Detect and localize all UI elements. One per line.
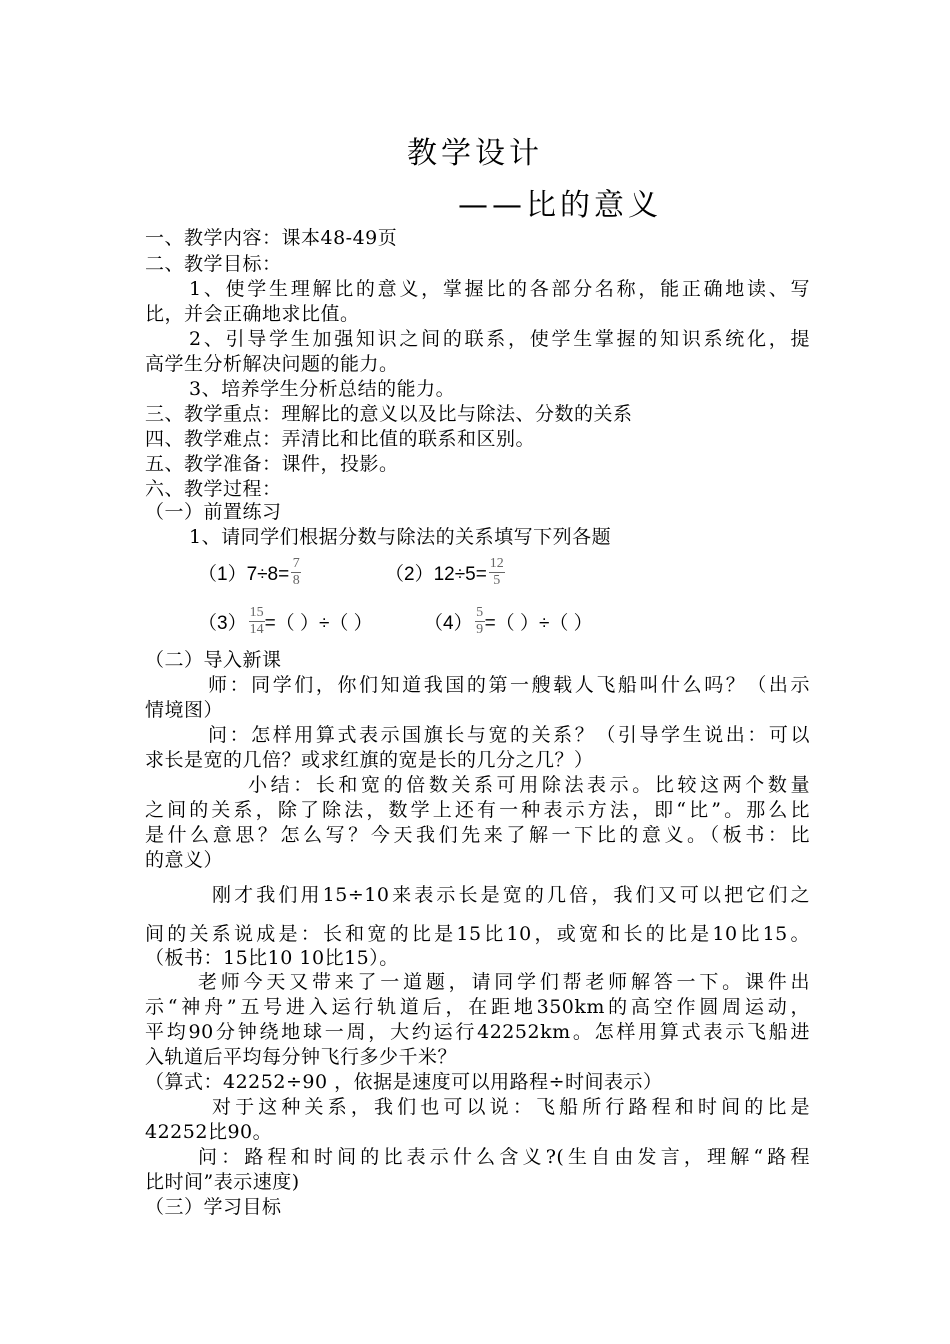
formula-note: （算式：42252÷90 ，依据是速度可以用路程÷时间表示）	[145, 1071, 663, 1093]
fraction-numerator: 15	[249, 604, 264, 620]
relation-line-2: 42252比90。	[145, 1121, 273, 1143]
question-line-1: 问：怎样用算式表示国旗长与宽的关系？（引导学生说出：可以	[208, 724, 810, 746]
objective-2-line-2: 高学生分析解决问题的能力。	[145, 353, 399, 375]
fraction-denominator: 5	[493, 572, 501, 588]
document-title: 教学设计	[407, 136, 543, 171]
subsection-pre-practice: （一）前置练习	[145, 501, 282, 523]
exercise-2-fraction	[489, 556, 505, 589]
summary-line-4: 的意义）	[145, 849, 224, 871]
fraction-denominator: 8	[292, 572, 300, 588]
meaning-question-line-1: 问：路程和时间的比表示什么含义?(生自由发言，理解“路程	[198, 1146, 810, 1168]
summary-line-1: 小结：长和宽的倍数关系可用除法表示。比较这两个数量	[248, 774, 810, 796]
exercise-2	[385, 552, 505, 592]
exercise-3-fraction	[249, 605, 265, 638]
fraction-numerator: 7	[292, 555, 300, 571]
section-preparation: 五、教学准备：课件，投影。	[145, 453, 399, 475]
section-objectives: 二、教学目标：	[145, 253, 282, 275]
relation-line-1: 对于这种关系，我们也可以说：飞船所行路程和时间的比是	[212, 1096, 810, 1118]
ratio-intro-line-1: 刚才我们用15÷10来表示长是宽的几倍，我们又可以把它们之	[212, 884, 810, 906]
practice-instruction: 1、请同学们根据分数与除法的关系填写下列各题	[189, 526, 612, 548]
objective-1-line-2: 比，并会正确地求比值。	[145, 303, 360, 325]
subsection-learning-goals: （三）学习目标	[145, 1196, 282, 1218]
exercise-1-text: （1）7÷8=	[198, 563, 290, 585]
fraction-denominator: 9	[476, 621, 484, 637]
exercise-4-text: （4）	[424, 612, 473, 634]
exercise-3-text: （3）	[198, 612, 247, 634]
section-difficulties: 四、教学难点：弄清比和比值的联系和区别。	[145, 428, 536, 450]
ratio-intro-line-2: 间的关系说成是：长和宽的比是15比10，或宽和长的比是10比15。	[145, 923, 810, 945]
section-process: 六、教学过程：	[145, 478, 282, 500]
teacher-question-line-2: 情境图）	[145, 699, 224, 721]
problem-line-1: 老师今天又带来了一道题，请同学们帮老师解答一下。课件出	[198, 971, 810, 993]
document-subtitle: ——比的意义	[458, 188, 662, 223]
teacher-question-line-1: 师：同学们，你们知道我国的第一艘载人飞船叫什么吗？（出示	[208, 674, 810, 696]
subsection-intro: （二）导入新课	[145, 649, 282, 671]
summary-line-3: 是什么意思？怎么写？今天我们先来了解一下比的意义。（板书：比	[145, 824, 810, 846]
fraction-numerator: 12	[489, 555, 504, 571]
exercise-4	[424, 600, 593, 642]
objective-3: 3、培养学生分析总结的能力。	[189, 378, 456, 400]
meaning-question-line-2: 比时间”表示速度)	[145, 1171, 300, 1193]
objective-1-line-1: 1、使学生理解比的意义，掌握比的各部分名称，能正确地读、写	[189, 278, 810, 300]
problem-line-2: 示“神舟”五号进入运行轨道后，在距地350km的高空作圆周运动，	[145, 996, 810, 1018]
board-note: （板书：15比10 10比15）。	[145, 947, 399, 969]
fraction-denominator: 14	[249, 621, 264, 637]
section-content: 一、教学内容：课本48-49页	[145, 227, 398, 249]
exercise-2-text: （2）12÷5=	[385, 563, 487, 585]
objective-2-line-1: 2、引导学生加强知识之间的联系，使学生掌握的知识系统化，提	[189, 328, 810, 350]
question-line-2: 求长是宽的几倍？或求红旗的宽是长的几分之几？）	[145, 749, 594, 771]
fraction-numerator: 5	[476, 604, 484, 620]
problem-line-3: 平均90分钟绕地球一周，大约运行42252km。怎样用算式表示飞船进	[145, 1021, 810, 1043]
problem-line-4: 入轨道后平均每分钟飞行多少千米？	[145, 1046, 458, 1068]
section-key-points: 三、教学重点：理解比的意义以及比与除法、分数的关系	[145, 403, 633, 425]
summary-line-2: 之间的关系，除了除法，数学上还有一种表示方法，即“比”。那么比	[145, 799, 810, 821]
exercise-1	[198, 552, 301, 592]
exercise-1-fraction	[291, 556, 301, 589]
exercise-4-fraction	[475, 605, 485, 638]
exercise-3	[198, 600, 373, 642]
exercise-3-blanks: =（ ）÷（ ）	[264, 612, 373, 634]
exercise-4-blanks: =（ ）÷（ ）	[484, 612, 593, 634]
